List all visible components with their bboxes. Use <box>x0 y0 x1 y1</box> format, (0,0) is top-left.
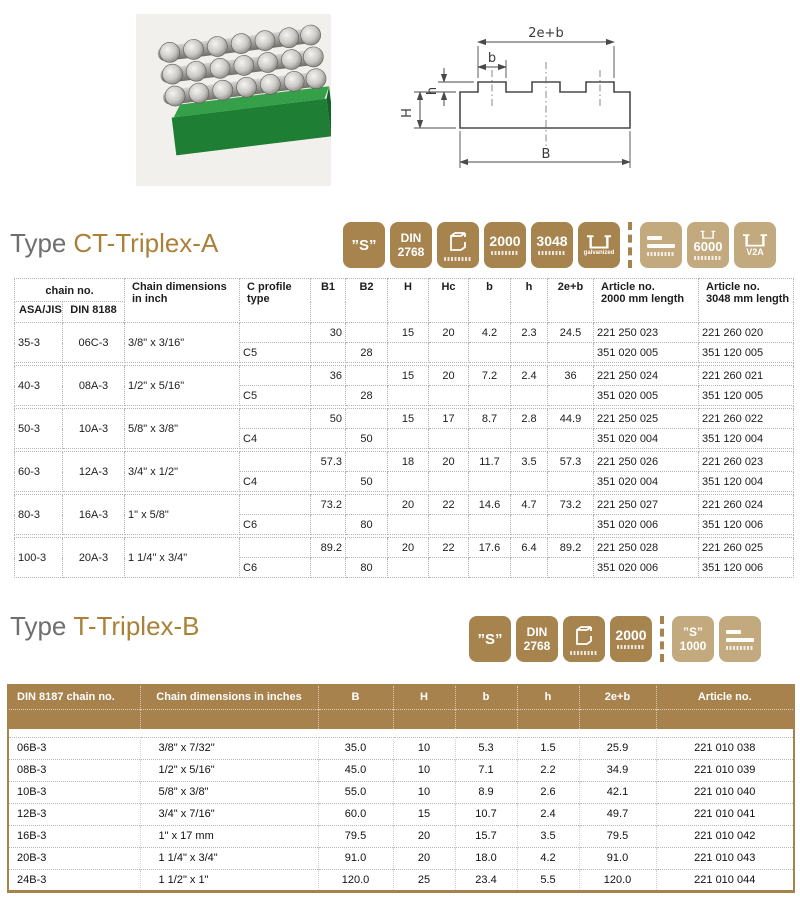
triplex-b-table-body <box>8 729 794 891</box>
table-row <box>8 759 794 781</box>
table-row <box>8 869 794 891</box>
cell-b1: 50 <box>311 409 346 429</box>
cell-article-3048-alt: 351 120 004 <box>699 429 794 449</box>
dim-label-H: H <box>400 108 415 118</box>
cell-article-3048: 221 260 020 <box>699 323 794 343</box>
cell-B: 45.0 <box>318 759 393 781</box>
cell-article-2000-alt: 351 020 005 <box>594 386 699 406</box>
cell-chain-no: 08B-3 <box>8 759 140 781</box>
table-row <box>15 323 794 343</box>
cell-article-no: 221 010 040 <box>656 781 794 803</box>
cell-B: 79.5 <box>318 825 393 847</box>
chain-row-group <box>15 495 794 535</box>
cell-article-3048-alt: 351 120 005 <box>699 343 794 363</box>
triplex-a-table <box>14 278 794 578</box>
badge-separator <box>660 616 664 662</box>
cell-b: 8.9 <box>455 781 517 803</box>
badge-label: DIN <box>400 230 422 245</box>
chain-row-group <box>15 538 794 578</box>
cell-article-2000: 221 250 028 <box>594 538 699 558</box>
cell-2e-b: 49.7 <box>579 803 656 825</box>
cell-B: 35.0 <box>318 737 393 759</box>
header-chain-dimensions: Chain dimensions in inches <box>140 685 318 709</box>
header-asa-jis: ASA/JIS <box>15 302 63 323</box>
lines-icon <box>647 236 662 240</box>
stock-lengths-badge <box>719 616 761 662</box>
cell-H: 20 <box>393 825 455 847</box>
cell-chain-dimensions: 1 1/2" x 1" <box>140 869 318 891</box>
lines-icon <box>726 638 754 642</box>
cell-H: 20 <box>388 495 429 515</box>
badge-subtext-bar <box>444 257 472 261</box>
cell-chain-no: 20B-3 <box>8 847 140 869</box>
cell-chain-no: 16B-3 <box>8 825 140 847</box>
cell-2e-b: 44.9 <box>548 409 594 429</box>
cell-b: 5.3 <box>455 737 517 759</box>
cell-2e-b: 34.9 <box>579 759 656 781</box>
cell-h: 3.5 <box>517 825 579 847</box>
din-2768-badge <box>516 616 558 662</box>
badge-subtext-bar <box>538 251 566 255</box>
cell-article-no: 221 010 038 <box>656 737 794 759</box>
cell-Hc: 20 <box>429 452 469 472</box>
cell-c-profile-type: C6 <box>240 515 311 535</box>
section-b-title-prefix: Type <box>10 611 67 641</box>
cell-2e-b: 91.0 <box>579 847 656 869</box>
header-din-8187-chain-no: DIN 8187 chain no. <box>8 685 140 709</box>
cell-2e-b: 79.5 <box>579 825 656 847</box>
length-3048-badge <box>531 222 573 268</box>
table-row <box>8 825 794 847</box>
cell-article-3048: 221 260 025 <box>699 538 794 558</box>
cell-B: 55.0 <box>318 781 393 803</box>
cell-2e-b: 120.0 <box>579 869 656 891</box>
bracket-icon <box>700 230 716 239</box>
header-B: B <box>318 685 393 709</box>
cell-chain-dimensions: 3/8" x 3/16" <box>125 323 240 363</box>
v2a-stainless-badge <box>734 222 776 268</box>
badge-label: 1000 <box>679 638 707 653</box>
table-row <box>8 781 794 803</box>
cell-asa-jis: 50-3 <box>15 409 63 449</box>
badge-subtext-bar <box>694 256 722 260</box>
s-quality-badge <box>343 222 385 268</box>
cell-c-profile-type: C5 <box>240 343 311 363</box>
cell-B: 120.0 <box>318 869 393 891</box>
length-2000-badge <box>484 222 526 268</box>
table-row <box>8 737 794 759</box>
cell-chain-dimensions: 1" x 5/8" <box>125 495 240 535</box>
cell-din-8188: 12A-3 <box>63 452 125 492</box>
section-a-title-prefix: Type <box>10 228 67 258</box>
cell-article-2000: 221 250 027 <box>594 495 699 515</box>
cell-chain-dimensions: 1/2" x 5/16" <box>140 759 318 781</box>
cell-b2: 80 <box>346 515 388 535</box>
cell-h: 4.7 <box>511 495 548 515</box>
cell-b: 10.7 <box>455 803 517 825</box>
cell-c-profile-type: C4 <box>240 472 311 492</box>
header-h: h <box>511 279 548 323</box>
header-c-profile-type: C profile type <box>240 279 311 323</box>
cell-article-2000: 221 250 024 <box>594 366 699 386</box>
cell-chain-dimensions: 1/2" x 5/16" <box>125 366 240 406</box>
cell-article-2000-alt: 351 020 004 <box>594 429 699 449</box>
cell-h: 6.4 <box>511 538 548 558</box>
bracket-icon <box>742 233 768 247</box>
cell-H: 10 <box>393 737 455 759</box>
header-b: b <box>455 685 517 709</box>
cell-article-3048-alt: 351 120 005 <box>699 386 794 406</box>
cell-asa-jis: 40-3 <box>15 366 63 406</box>
c-profile-badge <box>437 222 479 268</box>
cell-2e-b: 36 <box>548 366 594 386</box>
section-a-title-name: CT-Triplex-A <box>73 228 219 258</box>
cell-H: 18 <box>388 452 429 472</box>
cell-article-2000-alt: 351 020 006 <box>594 515 699 535</box>
cell-chain-dimensions: 3/8" x 7/32" <box>140 737 318 759</box>
cell-b: 17.6 <box>469 538 511 558</box>
badge-label: ”S” <box>351 236 377 254</box>
badge-subtext-bar <box>570 651 598 655</box>
header-article-3048: Article no. 3048 mm length <box>699 279 794 323</box>
cell-asa-jis: 60-3 <box>15 452 63 492</box>
length-6000-badge <box>687 222 729 268</box>
s-1000-badge <box>672 616 714 662</box>
header-b2: B2 <box>346 279 388 323</box>
cell-b2: 28 <box>346 386 388 406</box>
section-a-badges <box>343 222 776 268</box>
header-H: H <box>388 279 429 323</box>
badge-subtext-bar <box>617 645 645 649</box>
dim-label-h: h <box>425 86 440 96</box>
cell-b: 14.6 <box>469 495 511 515</box>
cell-din-8188: 16A-3 <box>63 495 125 535</box>
section-a-title <box>10 229 218 257</box>
cell-H: 20 <box>388 538 429 558</box>
cell-b2: 28 <box>346 343 388 363</box>
table-row <box>15 495 794 515</box>
header-chain-no: chain no. <box>15 279 125 302</box>
stock-lengths-badge <box>640 222 682 268</box>
cell-b1: 89.2 <box>311 538 346 558</box>
cell-b: 11.7 <box>469 452 511 472</box>
cell-article-2000-alt: 351 020 005 <box>594 343 699 363</box>
cell-b: 23.4 <box>455 869 517 891</box>
galvanized-badge <box>578 222 620 268</box>
cell-chain-no: 06B-3 <box>8 737 140 759</box>
header-article-2000: Article no. 2000 mm length <box>594 279 699 323</box>
cell-article-2000-alt: 351 020 006 <box>594 558 699 578</box>
cell-2e-b: 57.3 <box>548 452 594 472</box>
cell-H: 15 <box>393 803 455 825</box>
cell-2e-b: 25.9 <box>579 737 656 759</box>
cell-h: 5.5 <box>517 869 579 891</box>
triplex-a-table-header <box>15 279 794 323</box>
s-quality-badge <box>469 616 511 662</box>
header-H: H <box>393 685 455 709</box>
cell-h: 2.2 <box>517 759 579 781</box>
cell-chain-no: 10B-3 <box>8 781 140 803</box>
cell-2e-b: 89.2 <box>548 538 594 558</box>
section-b-badges <box>469 616 761 662</box>
c-profile-icon <box>445 230 471 254</box>
badge-separator <box>628 222 632 268</box>
lines-icon <box>726 630 741 634</box>
cell-article-3048: 221 260 023 <box>699 452 794 472</box>
cell-article-2000: 221 250 023 <box>594 323 699 343</box>
cell-c-profile-type: C6 <box>240 558 311 578</box>
c-profile-badge <box>563 616 605 662</box>
cell-article-no: 221 010 041 <box>656 803 794 825</box>
chain-row-group <box>15 409 794 449</box>
cell-asa-jis: 100-3 <box>15 538 63 578</box>
cell-b: 15.7 <box>455 825 517 847</box>
badge-subtext-bar <box>726 646 754 650</box>
cell-H: 15 <box>388 409 429 429</box>
bracket-icon <box>586 234 612 249</box>
header-2e-b: 2e+b <box>548 279 594 323</box>
length-2000-badge <box>610 616 652 662</box>
guide-profile-outline <box>460 82 630 128</box>
cell-chain-no: 24B-3 <box>8 869 140 891</box>
header-b1: B1 <box>311 279 346 323</box>
table-row <box>15 366 794 386</box>
c-profile-icon <box>571 624 597 648</box>
cell-chain-dimensions: 1 1/4" x 3/4" <box>125 538 240 578</box>
cell-c-profile-type: C4 <box>240 429 311 449</box>
badge-label: 2000 <box>615 627 647 643</box>
table-row <box>15 452 794 472</box>
cell-article-no: 221 010 039 <box>656 759 794 781</box>
profile-dimension-diagram <box>398 10 658 185</box>
cell-chain-dimensions: 3/4" x 1/2" <box>125 452 240 492</box>
cell-h: 2.6 <box>517 781 579 803</box>
cell-b1: 30 <box>311 323 346 343</box>
cell-B: 91.0 <box>318 847 393 869</box>
cell-article-no: 221 010 043 <box>656 847 794 869</box>
cell-chain-dimensions: 5/8" x 3/8" <box>125 409 240 449</box>
cell-Hc: 20 <box>429 366 469 386</box>
chain-row-group <box>15 366 794 406</box>
cell-h: 2.4 <box>517 803 579 825</box>
triplex-b-table <box>7 684 795 893</box>
table-row <box>15 538 794 558</box>
header-h: h <box>517 685 579 709</box>
cell-b: 18.0 <box>455 847 517 869</box>
header-gap <box>8 729 794 737</box>
cell-b1: 73.2 <box>311 495 346 515</box>
cell-b2: 50 <box>346 429 388 449</box>
cell-asa-jis: 80-3 <box>15 495 63 535</box>
cell-Hc: 22 <box>429 495 469 515</box>
cell-H: 15 <box>388 366 429 386</box>
badge-label: 2000 <box>489 233 521 249</box>
chain-row-group <box>15 323 794 363</box>
cell-article-2000: 221 250 025 <box>594 409 699 429</box>
section-b-title-name: T-Triplex-B <box>73 611 200 641</box>
cell-chain-dimensions: 3/4" x 7/16" <box>140 803 318 825</box>
cell-H: 25 <box>393 869 455 891</box>
header-Hc: Hc <box>429 279 469 323</box>
badge-caption: V2A <box>746 246 764 257</box>
cell-H: 15 <box>388 323 429 343</box>
chain-row-group <box>15 452 794 492</box>
header-b: b <box>469 279 511 323</box>
header-spacer-band <box>8 709 794 729</box>
cell-B: 60.0 <box>318 803 393 825</box>
cell-b: 7.2 <box>469 366 511 386</box>
badge-label: 2768 <box>397 244 425 259</box>
cell-article-no: 221 010 042 <box>656 825 794 847</box>
badge-label: 3048 <box>536 233 568 249</box>
badge-label: DIN <box>526 624 548 639</box>
cell-h: 3.5 <box>511 452 548 472</box>
cell-h: 2.8 <box>511 409 548 429</box>
cell-b2: 80 <box>346 558 388 578</box>
cell-din-8188: 10A-3 <box>63 409 125 449</box>
cell-din-8188: 08A-3 <box>63 366 125 406</box>
cell-H: 20 <box>393 847 455 869</box>
cell-Hc: 20 <box>429 323 469 343</box>
header-article-no: Article no. <box>656 685 794 709</box>
cell-chain-dimensions: 1" x 17 mm <box>140 825 318 847</box>
cell-h: 1.5 <box>517 737 579 759</box>
cell-article-2000: 221 250 026 <box>594 452 699 472</box>
cell-b2: 50 <box>346 472 388 492</box>
cell-din-8188: 20A-3 <box>63 538 125 578</box>
dim-label-B: B <box>541 147 551 162</box>
badge-caption: 6000 <box>693 238 723 254</box>
lines-icon <box>647 244 675 248</box>
cell-chain-no: 12B-3 <box>8 803 140 825</box>
cell-article-no: 221 010 044 <box>656 869 794 891</box>
cell-article-3048-alt: 351 120 006 <box>699 558 794 578</box>
table-row <box>8 803 794 825</box>
cell-Hc: 17 <box>429 409 469 429</box>
cell-article-3048: 221 260 022 <box>699 409 794 429</box>
cell-article-2000-alt: 351 020 004 <box>594 472 699 492</box>
header-din-8188: DIN 8188 <box>63 302 125 323</box>
cell-article-3048-alt: 351 120 006 <box>699 515 794 535</box>
cell-H: 10 <box>393 759 455 781</box>
cell-Hc: 22 <box>429 538 469 558</box>
badge-subtext-bar <box>491 251 519 255</box>
cell-h: 2.3 <box>511 323 548 343</box>
cell-chain-dimensions: 1 1/4" x 3/4" <box>140 847 318 869</box>
cell-2e-b: 42.1 <box>579 781 656 803</box>
dim-label-b: b <box>487 51 497 66</box>
cell-b1: 57.3 <box>311 452 346 472</box>
cell-din-8188: 06C-3 <box>63 323 125 363</box>
cell-b: 7.1 <box>455 759 517 781</box>
cell-h: 4.2 <box>517 847 579 869</box>
cell-b: 8.7 <box>469 409 511 429</box>
badge-label: ”S” <box>682 624 703 639</box>
cell-article-3048: 221 260 021 <box>699 366 794 386</box>
cell-2e-b: 24.5 <box>548 323 594 343</box>
cell-article-3048-alt: 351 120 004 <box>699 472 794 492</box>
dim-label-2e-b: 2e+b <box>528 26 564 41</box>
cell-b1: 36 <box>311 366 346 386</box>
table-row <box>15 409 794 429</box>
header-2e-b: 2e+b <box>579 685 656 709</box>
section-b-title <box>10 612 200 640</box>
badge-label: 2768 <box>523 638 551 653</box>
cell-chain-dimensions: 5/8" x 3/8" <box>140 781 318 803</box>
triplex-b-table-header <box>8 685 794 729</box>
cell-H: 10 <box>393 781 455 803</box>
din-2768-badge <box>390 222 432 268</box>
badge-caption: galvanized <box>583 249 615 256</box>
badge-subtext-bar <box>647 252 675 256</box>
cell-h: 2.4 <box>511 366 548 386</box>
cell-2e-b: 73.2 <box>548 495 594 515</box>
badge-label: ”S” <box>477 630 503 648</box>
table-row <box>8 847 794 869</box>
cell-article-3048: 221 260 024 <box>699 495 794 515</box>
cell-c-profile-type: C5 <box>240 386 311 406</box>
cell-asa-jis: 35-3 <box>15 323 63 363</box>
cell-b: 4.2 <box>469 323 511 343</box>
product-photo <box>136 14 331 186</box>
header-chain-dimensions: Chain dimensions in inch <box>125 279 240 323</box>
